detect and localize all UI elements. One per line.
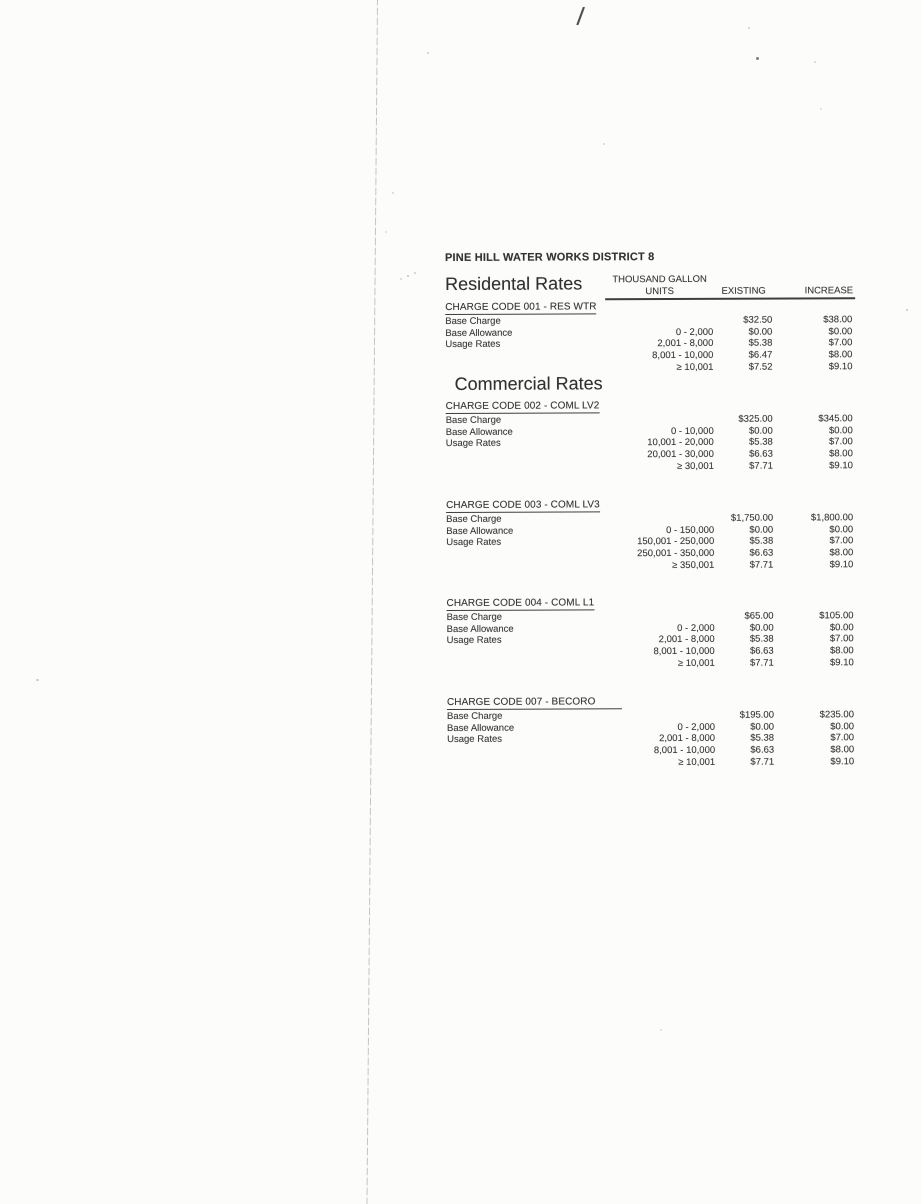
cell-increase: $8.00 (775, 744, 857, 756)
cell-existing: $0.00 (715, 425, 774, 437)
cell-label: Base Charge (447, 710, 607, 722)
cell-units: ≥ 350,001 (606, 559, 715, 571)
cell-units: ≥ 30,001 (606, 460, 715, 472)
cell-existing: $32.50 (714, 315, 773, 327)
cell-increase: $105.00 (775, 610, 857, 622)
cell-existing: $65.00 (716, 611, 775, 623)
cell-label: Usage Rates (447, 734, 607, 746)
cell-increase: $9.10 (775, 756, 857, 768)
cell-units: ≥ 10,001 (607, 657, 716, 669)
cell-increase: $7.00 (775, 633, 857, 645)
cell-label: Base Charge (445, 315, 605, 327)
cell-increase: $1,800.00 (774, 512, 856, 524)
cell-existing: $6.47 (714, 349, 773, 361)
cell-existing: $195.00 (716, 710, 775, 722)
table-row (447, 657, 857, 670)
cell-increase: $7.00 (775, 732, 857, 744)
cell-units (606, 513, 715, 525)
pen-slash-mark: / (576, 3, 585, 32)
cell-existing: $325.00 (715, 414, 774, 426)
cell-label: Base Allowance (447, 623, 607, 635)
table-column-header (605, 273, 855, 300)
document-content (444, 0, 868, 820)
cell-increase: $9.10 (774, 559, 856, 571)
rate-section (445, 300, 855, 374)
cell-units: 10,001 - 20,000 (606, 437, 715, 449)
cell-label (447, 757, 607, 769)
cell-existing: $6.63 (715, 547, 774, 559)
cell-label: Base Charge (446, 513, 606, 525)
document-title: PINE HILL WATER WORKS DISTRICT 8 (445, 251, 655, 264)
cell-increase: $345.00 (774, 413, 856, 425)
cell-label (445, 362, 605, 374)
cell-increase: $38.00 (773, 314, 855, 326)
column-header-units-line1: THOUSAND GALLON (605, 274, 714, 286)
cell-increase: $7.00 (774, 436, 856, 448)
cell-existing: $7.71 (715, 559, 774, 571)
cell-label (445, 350, 605, 362)
cell-existing: $6.63 (716, 744, 775, 756)
cell-existing: $6.63 (716, 645, 775, 657)
charge-code-heading: CHARGE CODE 002 - COML LV2 (446, 400, 600, 414)
table-row (445, 361, 855, 374)
column-header-increase: INCREASE (773, 285, 855, 296)
charge-code-heading: CHARGE CODE 003 - COML LV3 (446, 499, 600, 513)
cell-increase: $235.00 (775, 709, 857, 721)
cell-label (446, 560, 606, 572)
cell-units: 2,001 - 8,000 (607, 733, 716, 745)
cell-units (607, 611, 716, 623)
charge-code-heading: CHARGE CODE 001 - RES WTR (445, 301, 596, 315)
cell-increase: $0.00 (775, 721, 857, 733)
cell-increase: $0.00 (774, 425, 856, 437)
cell-increase: $8.00 (774, 448, 856, 460)
cell-label (446, 461, 606, 473)
cell-existing: $7.71 (715, 460, 774, 472)
scan-speck (385, 231, 387, 233)
rate-rows (447, 709, 857, 769)
cell-label: Usage Rates (446, 537, 606, 549)
rate-rows (447, 610, 857, 670)
cell-label: Usage Rates (446, 438, 606, 450)
cell-existing: $5.38 (716, 634, 775, 646)
cell-units: 8,001 - 10,000 (607, 646, 716, 658)
cell-units (605, 315, 714, 327)
cell-units: 8,001 - 10,000 (605, 350, 714, 362)
cell-existing: $0.00 (715, 524, 774, 536)
charge-code-heading: CHARGE CODE 004 - COML L1 (446, 597, 594, 611)
cell-units: 0 - 2,000 (607, 721, 716, 733)
rate-section (447, 695, 857, 769)
cell-label (447, 658, 607, 670)
cell-label: Usage Rates (445, 339, 605, 351)
scan-speck (407, 275, 409, 277)
cell-units: 0 - 2,000 (605, 326, 714, 338)
cell-units (606, 414, 715, 426)
cell-existing: $6.63 (715, 448, 774, 460)
column-header-units (605, 274, 714, 297)
cell-label: Base Charge (446, 414, 606, 426)
cell-increase: $9.10 (773, 361, 855, 373)
rate-section (446, 498, 856, 572)
cell-units: 250,001 - 350,000 (606, 548, 715, 560)
cell-existing: $0.00 (716, 622, 775, 634)
cell-units: ≥ 10,001 (607, 756, 716, 768)
cell-increase: $9.10 (775, 657, 857, 669)
scan-speck (660, 1029, 662, 1031)
scan-speck (392, 192, 394, 194)
cell-label (447, 745, 607, 757)
cell-existing: $5.38 (715, 536, 774, 548)
cell-label: Base Allowance (446, 426, 606, 438)
column-header-units-line2: UNITS (605, 285, 714, 297)
cell-increase: $0.00 (775, 622, 857, 634)
cell-label: Usage Rates (447, 635, 607, 647)
table-row (447, 756, 857, 769)
cell-label: Base Charge (447, 611, 607, 623)
rate-rows (445, 314, 855, 374)
cell-units: ≥ 10,001 (605, 361, 714, 373)
scan-speck (414, 272, 416, 274)
cell-increase: $8.00 (775, 645, 857, 657)
cell-units: 0 - 150,000 (606, 524, 715, 536)
scan-speck (427, 52, 429, 54)
scan-speck (36, 679, 39, 681)
cell-units: 0 - 2,000 (607, 622, 716, 634)
commercial-rates-heading: Commercial Rates (454, 373, 602, 395)
cell-increase: $0.00 (774, 524, 856, 536)
cell-increase: $8.00 (774, 547, 856, 559)
rate-rows (446, 413, 856, 473)
cell-label (447, 646, 607, 658)
charge-code-heading: CHARGE CODE 007 - BECORO (447, 696, 622, 710)
scan-speck (906, 309, 908, 311)
cell-units: 20,001 - 30,000 (606, 449, 715, 461)
cell-existing: $0.00 (716, 721, 775, 733)
paper-fold-line (366, 0, 378, 1204)
cell-units: 8,001 - 10,000 (607, 745, 716, 757)
cell-units: 2,001 - 8,000 (607, 634, 716, 646)
rate-section (446, 399, 856, 473)
table-row (446, 460, 856, 473)
cell-increase: $8.00 (773, 349, 855, 361)
cell-units: 0 - 10,000 (606, 425, 715, 437)
cell-label (446, 548, 606, 560)
cell-label (446, 449, 606, 461)
cell-label: Base Allowance (446, 525, 606, 537)
residential-rates-heading: Residental Rates (445, 273, 582, 295)
cell-existing: $1,750.00 (715, 513, 774, 525)
cell-existing: $5.38 (714, 338, 773, 350)
cell-increase: $7.00 (773, 337, 855, 349)
table-row (446, 559, 856, 572)
rate-section (446, 596, 856, 670)
cell-increase: $0.00 (773, 326, 855, 338)
cell-existing: $5.38 (716, 733, 775, 745)
cell-existing: $7.71 (716, 657, 775, 669)
cell-existing: $5.38 (715, 437, 774, 449)
cell-units: 2,001 - 8,000 (605, 338, 714, 350)
cell-units: 150,001 - 250,000 (606, 536, 715, 548)
cell-existing: $0.00 (714, 326, 773, 338)
cell-label: Base Allowance (447, 722, 607, 734)
cell-existing: $7.52 (714, 361, 773, 373)
column-header-existing: EXISTING (714, 285, 773, 296)
rate-rows (446, 512, 856, 572)
scan-speck (400, 278, 402, 280)
cell-increase: $7.00 (774, 535, 856, 547)
cell-increase: $9.10 (774, 460, 856, 472)
cell-existing: $7.71 (716, 756, 775, 768)
cell-label: Base Allowance (445, 327, 605, 339)
cell-units (607, 710, 716, 722)
